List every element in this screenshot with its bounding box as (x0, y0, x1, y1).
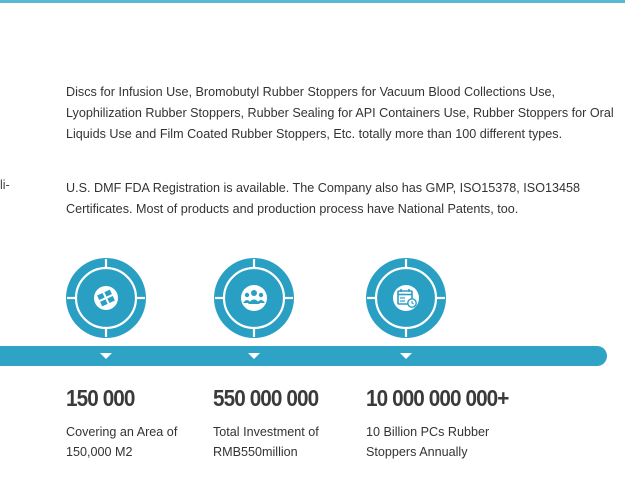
production-stat-description: 10 Billion PCs Rubber Stoppers Annually (366, 425, 490, 459)
cropped-text-fragment: li- (0, 178, 10, 192)
production-stat-number: 10 000 000 000+ (366, 385, 509, 411)
bar-pointer-arrow (248, 353, 260, 359)
bar-pointer-arrow (400, 353, 412, 359)
production-calendar-icon (365, 257, 447, 339)
certification-paragraph: U.S. DMF FDA Registration is available. The Company also has GMP, ISO15378, ISO13458 Certificates. Most of products and production process have National Patents, too. (66, 181, 581, 216)
product-range-paragraph: Discs for Infusion Use, Bromobutyl Rubber Stoppers for Vacuum Blood Collections Use, Lyophilization Rubber Stoppers, Rubber Sealing for API Containers Use, Rubber Stoppers for Oral Liquids Use and Film Coated Rubber Stoppers, Etc. totally more than 100 different types. (66, 85, 614, 141)
area-stat-number: 150 000 (66, 385, 135, 411)
bar-pointer-arrow (100, 353, 112, 359)
investment-stat-number: 550 000 000 (213, 385, 319, 411)
factory-area-icon (65, 257, 147, 339)
investment-people-icon (213, 257, 295, 339)
investment-stat-description: Total Investment of RMB550million (213, 425, 319, 459)
top-rule (0, 0, 625, 3)
timeline-bar (0, 346, 607, 366)
area-stat-description: Covering an Area of 150,000 M2 (66, 425, 178, 459)
